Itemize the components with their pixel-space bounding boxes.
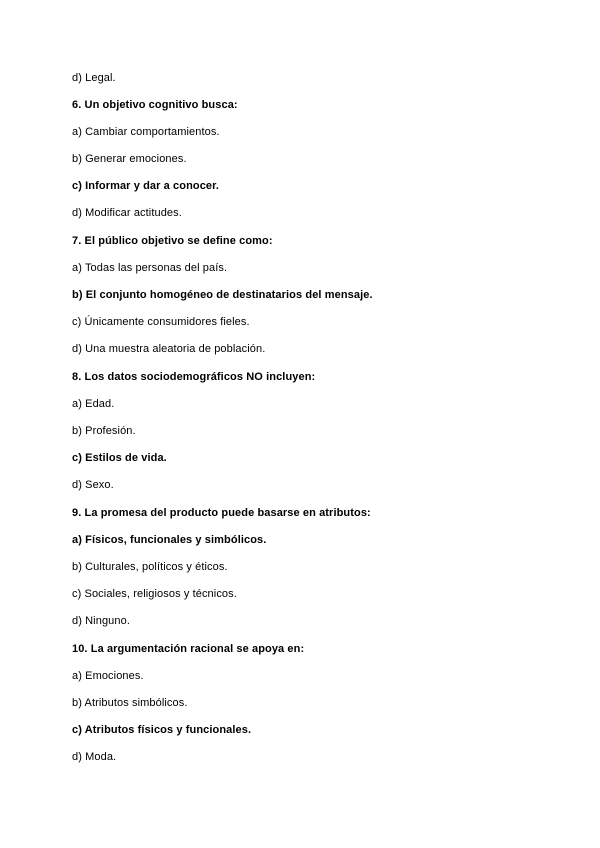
answer-option: d) Legal. xyxy=(72,72,116,84)
answer-option: a) Todas las personas del país. xyxy=(72,262,228,274)
question-heading: 10. La argumentación racional se apoya en: xyxy=(72,643,305,655)
answer-option: d) Modificar actitudes. xyxy=(72,207,182,219)
correct-answer: b) El conjunto homogéneo de destinatarios del mensaje. xyxy=(72,289,373,301)
answer-option: d) Ninguno. xyxy=(72,615,130,627)
answer-option: a) Emociones. xyxy=(72,670,144,682)
correct-answer: a) Físicos, funcionales y simbólicos. xyxy=(72,534,267,546)
answer-option: c) Sociales, religiosos y técnicos. xyxy=(72,588,237,600)
answer-option: d) Sexo. xyxy=(72,479,114,491)
correct-answer: c) Informar y dar a conocer. xyxy=(72,180,220,192)
answer-option: b) Generar emociones. xyxy=(72,153,187,165)
answer-option: d) Una muestra aleatoria de población. xyxy=(72,343,266,355)
question-heading: 8. Los datos sociodemográficos NO incluyen: xyxy=(72,371,316,383)
answer-option: c) Únicamente consumidores fieles. xyxy=(72,316,250,328)
answer-option: a) Cambiar comportamientos. xyxy=(72,126,220,138)
answer-option: b) Atributos simbólicos. xyxy=(72,697,188,709)
question-heading: 7. El público objetivo se define como: xyxy=(72,235,273,247)
question-heading: 6. Un objetivo cognitivo busca: xyxy=(72,99,238,111)
correct-answer: c) Atributos físicos y funcionales. xyxy=(72,724,252,736)
correct-answer: c) Estilos de vida. xyxy=(72,452,167,464)
question-heading: 9. La promesa del producto puede basarse en atributos: xyxy=(72,507,371,519)
answer-option: b) Profesión. xyxy=(72,425,136,437)
answer-option: a) Edad. xyxy=(72,398,115,410)
answer-option: d) Moda. xyxy=(72,751,117,763)
answer-option: b) Culturales, políticos y éticos. xyxy=(72,561,228,573)
